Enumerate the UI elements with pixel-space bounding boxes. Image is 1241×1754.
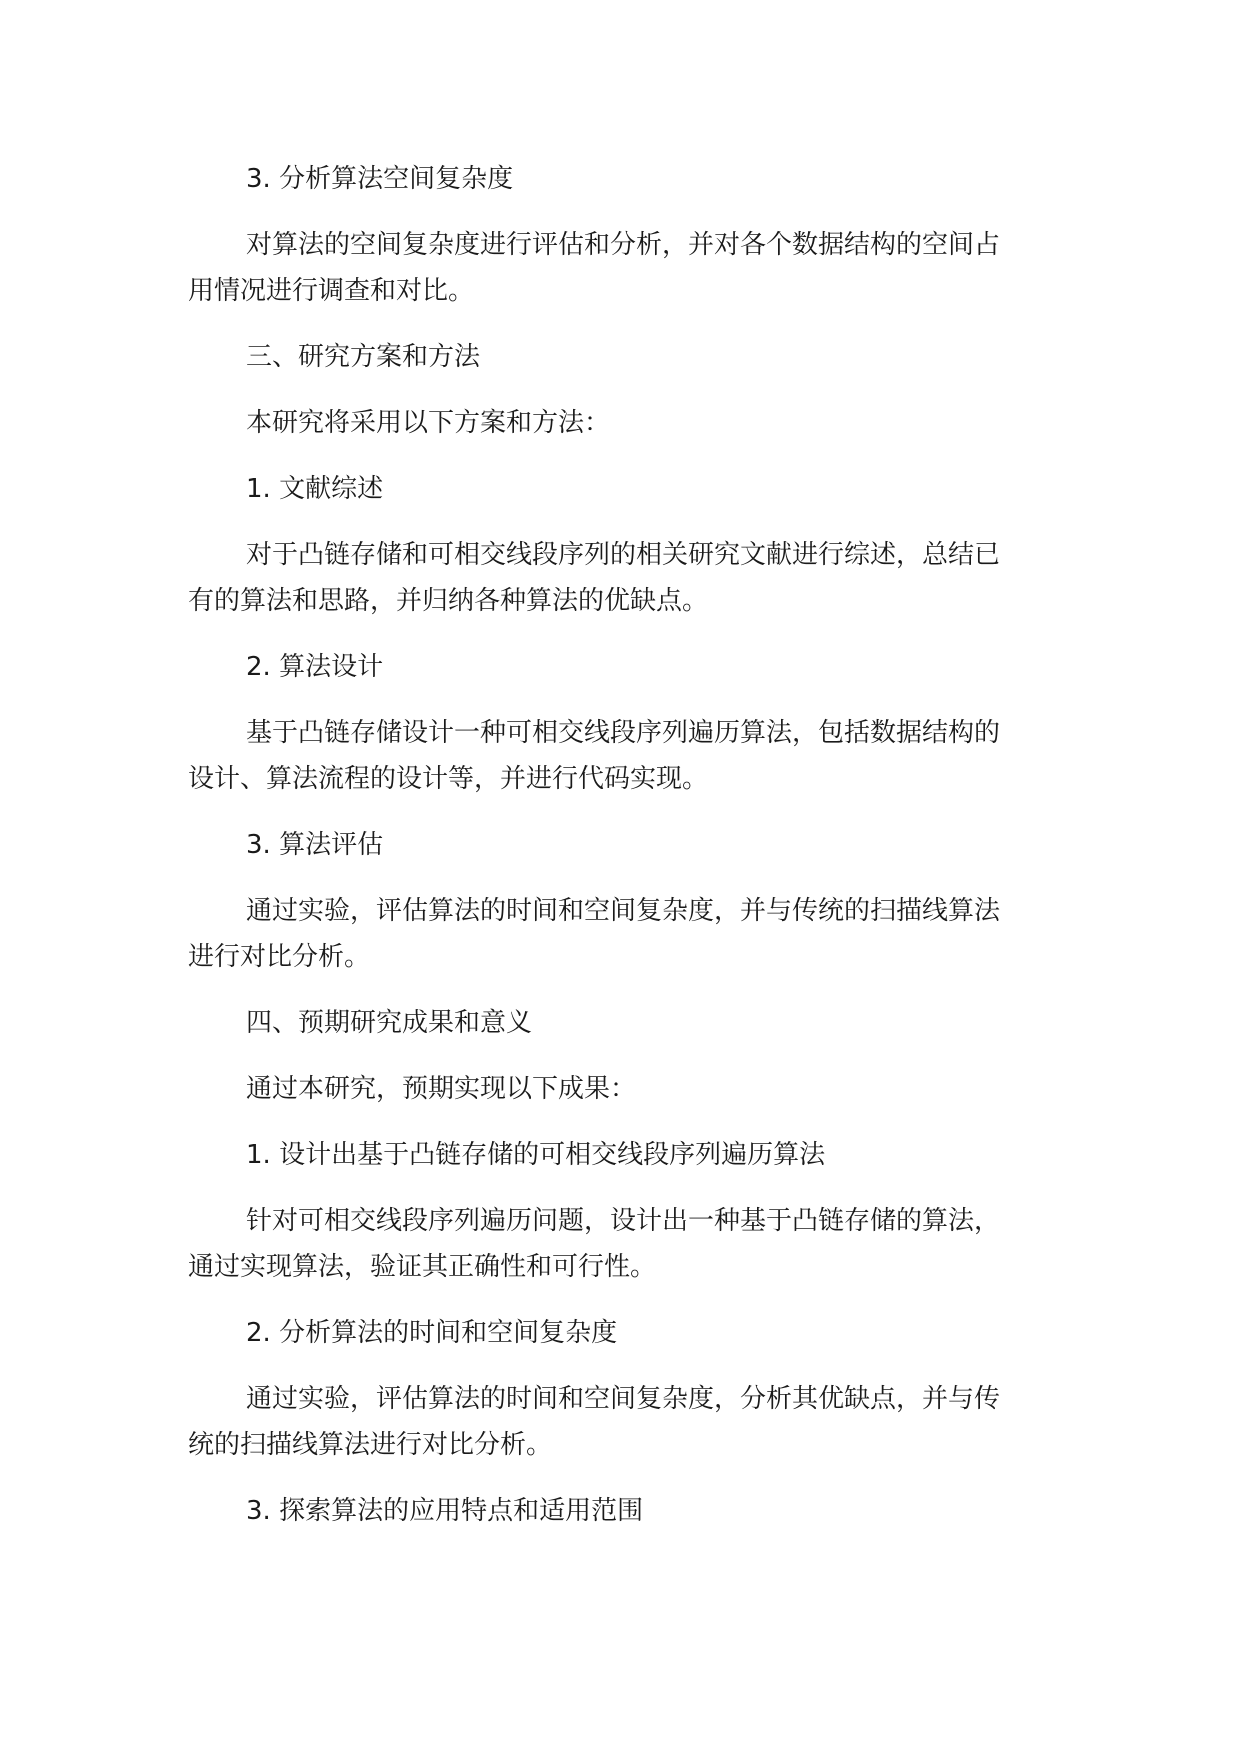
section-heading bbox=[188, 1000, 1048, 1046]
text-line: 针对可相交线段序列遍历问题，设计出一种基于凸链存储的算法， bbox=[246, 1206, 1001, 1236]
text-line: 1. 文献综述 bbox=[246, 474, 384, 504]
document-body bbox=[188, 156, 1048, 1554]
paragraph bbox=[188, 400, 1048, 446]
text-line: 基于凸链存储设计一种可相交线段序列遍历算法，包括数据结构的 bbox=[246, 718, 1001, 748]
paragraph bbox=[188, 222, 1048, 314]
text-line: 通过实验，评估算法的时间和空间复杂度，分析其优缺点，并与传 bbox=[246, 1384, 1001, 1414]
section-heading bbox=[188, 644, 1048, 690]
text-line: 用情况进行调查和对比。 bbox=[188, 276, 475, 306]
text-line: 2. 算法设计 bbox=[246, 652, 384, 682]
text-line: 对于凸链存储和可相交线段序列的相关研究文献进行综述，总结已 bbox=[246, 540, 1001, 570]
text-line: 本研究将采用以下方案和方法： bbox=[246, 408, 611, 438]
paragraph bbox=[188, 710, 1048, 802]
paragraph bbox=[188, 1198, 1048, 1290]
section-heading bbox=[188, 1488, 1048, 1534]
text-line: 进行对比分析。 bbox=[188, 942, 371, 972]
text-line: 通过实现算法，验证其正确性和可行性。 bbox=[188, 1252, 657, 1282]
section-heading bbox=[188, 1310, 1048, 1356]
section-heading bbox=[188, 334, 1048, 380]
section-heading bbox=[188, 1132, 1048, 1178]
paragraph bbox=[188, 1066, 1048, 1112]
text-line: 通过实验，评估算法的时间和空间复杂度，并与传统的扫描线算法 bbox=[246, 896, 1001, 926]
section-heading bbox=[188, 822, 1048, 868]
paragraph bbox=[188, 1376, 1048, 1468]
text-line: 设计、算法流程的设计等，并进行代码实现。 bbox=[188, 764, 709, 794]
text-line: 3. 探索算法的应用特点和适用范围 bbox=[246, 1496, 644, 1526]
paragraph bbox=[188, 888, 1048, 980]
text-line: 2. 分析算法的时间和空间复杂度 bbox=[246, 1318, 618, 1348]
section-heading bbox=[188, 156, 1048, 202]
text-line: 3. 算法评估 bbox=[246, 830, 384, 860]
text-line: 通过本研究，预期实现以下成果： bbox=[246, 1074, 637, 1104]
section-heading bbox=[188, 466, 1048, 512]
text-line: 统的扫描线算法进行对比分析。 bbox=[188, 1430, 553, 1460]
text-line: 三、研究方案和方法 bbox=[246, 342, 481, 372]
text-line: 3. 分析算法空间复杂度 bbox=[246, 164, 514, 194]
text-line: 对算法的空间复杂度进行评估和分析，并对各个数据结构的空间占 bbox=[246, 230, 1001, 260]
paragraph bbox=[188, 532, 1048, 624]
text-line: 四、预期研究成果和意义 bbox=[246, 1008, 533, 1038]
text-line: 1. 设计出基于凸链存储的可相交线段序列遍历算法 bbox=[246, 1140, 826, 1170]
text-line: 有的算法和思路，并归纳各种算法的优缺点。 bbox=[188, 586, 709, 616]
